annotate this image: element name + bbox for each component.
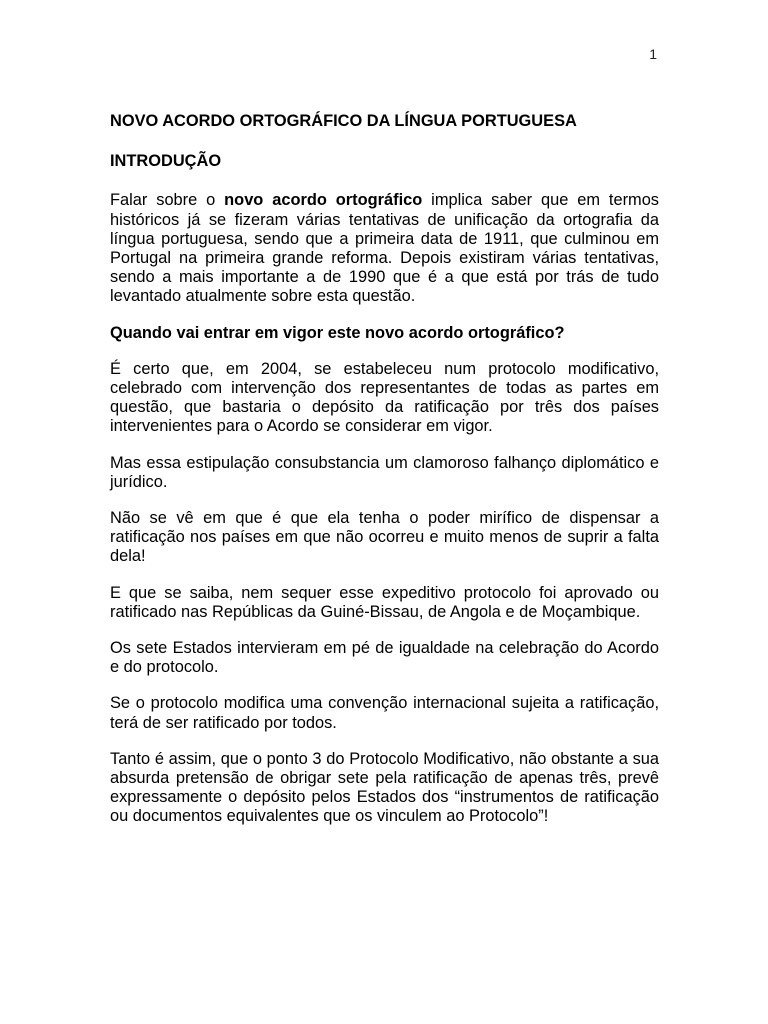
- intro-bold-term: novo acordo ortográfico: [224, 191, 423, 210]
- paragraph-2: Mas essa estipulação consubstancia um clamoroso falhanço diplomático e jurídico.: [110, 453, 659, 491]
- intro-text-end: implica saber que em termos históricos já se fizeram várias tentativas de unificação da ortografia da língua portuguesa, sendo que a primeira data de 1911, que culminou em Portugal na primeira grande reforma. Depois existiram várias tentativas, sendo a mais importante a de 1990 que é a que está por trás de tudo levantado atualmente sobre esta questão.: [110, 191, 659, 306]
- paragraph-1: É certo que, em 2004, se estabeleceu num protocolo modificativo, celebrado com intervenção dos representantes de todas as partes em questão, que bastaria o depósito da ratificação por três dos países intervenientes para o Acordo se considerar em vigor.: [110, 359, 659, 436]
- question-heading: Quando vai entrar em vigor este novo acordo ortográfico?: [110, 323, 565, 342]
- section-heading: INTRODUÇÃO: [110, 152, 222, 171]
- document-body: [110, 112, 659, 844]
- paragraph-7: Tanto é assim, que o ponto 3 do Protocolo Modificativo, não obstante a sua absurda pretensão de obrigar sete pela ratificação de apenas três, prevê expressamente o depósito pelos Estados dos “instrumentos de ratificação ou documentos equivalentes que os vinculem ao Protocolo”!: [110, 749, 659, 826]
- paragraph-5: Os sete Estados intervieram em pé de igualdade na celebração do Acordo e do protocolo.: [110, 639, 659, 677]
- paragraph-4: E que se saiba, nem sequer esse expeditivo protocolo foi aprovado ou ratificado nas Repúblicas da Guiné-Bissau, de Angola e de Moçambique.: [110, 583, 659, 621]
- page-number: 1: [649, 46, 657, 62]
- intro-paragraph: [110, 191, 659, 306]
- paragraph-6: Se o protocolo modifica uma convenção internacional sujeita a ratificação, terá de ser ratificado por todos.: [110, 694, 659, 732]
- paragraph-3: Não se vê em que é que ela tenha o poder mirífico de dispensar a ratificação nos países em que não ocorreu e muito menos de suprir a falta dela!: [110, 509, 659, 566]
- document-title: NOVO ACORDO ORTOGRÁFICO DA LÍNGUA PORTUGUESA: [110, 112, 577, 130]
- intro-text-start: Falar sobre o: [110, 191, 225, 210]
